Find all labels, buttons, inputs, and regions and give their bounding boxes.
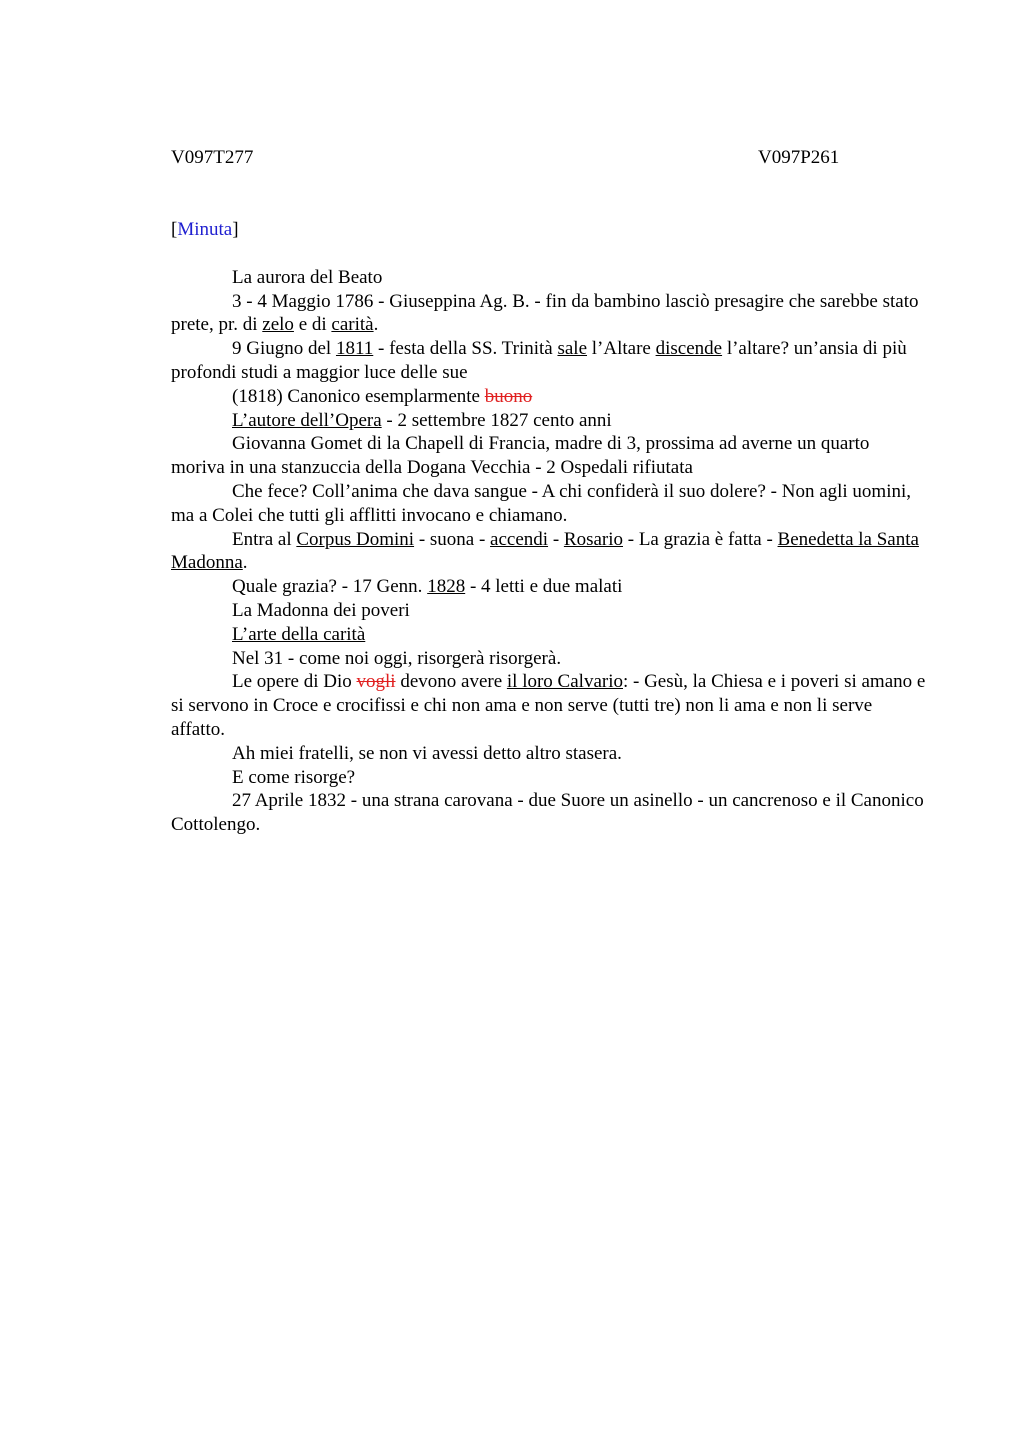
text: l’Altare (587, 338, 656, 360)
underlined-text: L’arte della carità (232, 623, 366, 645)
underlined-text: accendi (490, 528, 549, 550)
paragraph (171, 575, 927, 599)
text: Le opere di Dio (232, 671, 357, 693)
text: e di (293, 314, 332, 336)
page-code-right: V097P261 (758, 147, 840, 168)
text: devono avere (395, 671, 507, 693)
underlined-text: il loro Calvario (506, 671, 623, 693)
paragraph (171, 266, 927, 290)
deleted-text: vogli (356, 671, 396, 693)
paragraph (171, 599, 927, 623)
paragraph (171, 432, 927, 480)
text: - festa della SS. Trinità (373, 338, 558, 360)
deleted-text: buono (484, 385, 533, 407)
underlined-text: Corpus Domini (296, 528, 415, 550)
paragraph (171, 623, 927, 647)
text: - La grazia è fatta - (623, 528, 778, 550)
underlined-text: 1811 (335, 338, 374, 360)
document-page (171, 146, 927, 837)
paragraph (171, 742, 927, 766)
text: : - Gesù, la Chiesa e i poveri si amano e si servono in Croce e crocifissi e chi non ama e non serve (tutti tre) non li ama e non li serve affatto. (171, 671, 926, 740)
underlined-text: 1828 (427, 576, 466, 598)
text: - 2 settembre 1827 cento anni (381, 409, 612, 431)
text: 3 - 4 Maggio 1786 - Giuseppina Ag. B. - fin da bambino lasciò presagire che sarebbe stato prete, pr. di (171, 290, 919, 336)
text: Quale grazia? - 17 Genn. (232, 576, 428, 598)
text: E come risorge? (232, 766, 356, 788)
text: Giovanna Gomet di la Chapell di Francia, madre di 3, prossima ad averne un quarto moriva in una stanzuccia della Dogana Vecchia - 2 Ospedali rifiutata (171, 433, 870, 479)
text: - (548, 528, 564, 550)
paragraph (171, 766, 927, 790)
text: Entra al (232, 528, 297, 550)
underlined-text: zelo (262, 314, 294, 336)
text: La Madonna dei poveri (232, 599, 410, 621)
text: - 4 letti e due malati (465, 576, 623, 598)
paragraph (171, 670, 927, 741)
text: . (242, 552, 248, 574)
paragraph (171, 647, 927, 671)
underlined-text: Rosario (563, 528, 623, 550)
document-body (171, 266, 927, 837)
paragraph (171, 409, 927, 433)
paragraph (171, 528, 927, 576)
text: l’altare? un’ansia di più profondi studi a maggior luce delle sue (171, 338, 907, 383)
text: Che fece? Coll’anima che dava sangue - A chi confiderà il suo dolere? - Non agli uomini, ma a Colei che tutti gli afflitti invocano e chiamano. (171, 480, 912, 526)
paragraph (171, 337, 927, 385)
underlined-text: discende (655, 338, 723, 360)
text: . (373, 314, 379, 336)
text: Nel 31 - come noi oggi, risorgerà risorgerà. (232, 647, 562, 669)
paragraph (171, 385, 927, 409)
minuta-label-line (171, 218, 927, 242)
underlined-text: carità (331, 314, 374, 336)
text: 9 Giugno del (232, 338, 336, 360)
bracket-open: [ (171, 219, 178, 240)
text: 27 Aprile 1832 - una strana carovana - due Suore un asinello - un cancrenoso e il Canonico Cottolengo. (171, 790, 924, 836)
paragraph (171, 290, 927, 338)
underlined-text: L’autore dell’Opera (232, 409, 382, 431)
paragraph (171, 789, 927, 837)
paragraph (171, 480, 927, 528)
underlined-text: sale (557, 338, 588, 360)
text: La aurora del Beato (232, 266, 383, 288)
document-header (171, 146, 927, 170)
text: - suona - (414, 528, 491, 550)
underlined-text: Benedetta la Santa Madonna (171, 528, 919, 574)
document-code-left: V097T277 (171, 147, 254, 168)
bracket-close: ] (232, 219, 239, 240)
minuta-link[interactable]: Minuta (177, 219, 233, 240)
text: Ah miei fratelli, se non vi avessi detto altro stasera. (232, 742, 622, 764)
text: (1818) Canonico esemplarmente (232, 385, 485, 407)
